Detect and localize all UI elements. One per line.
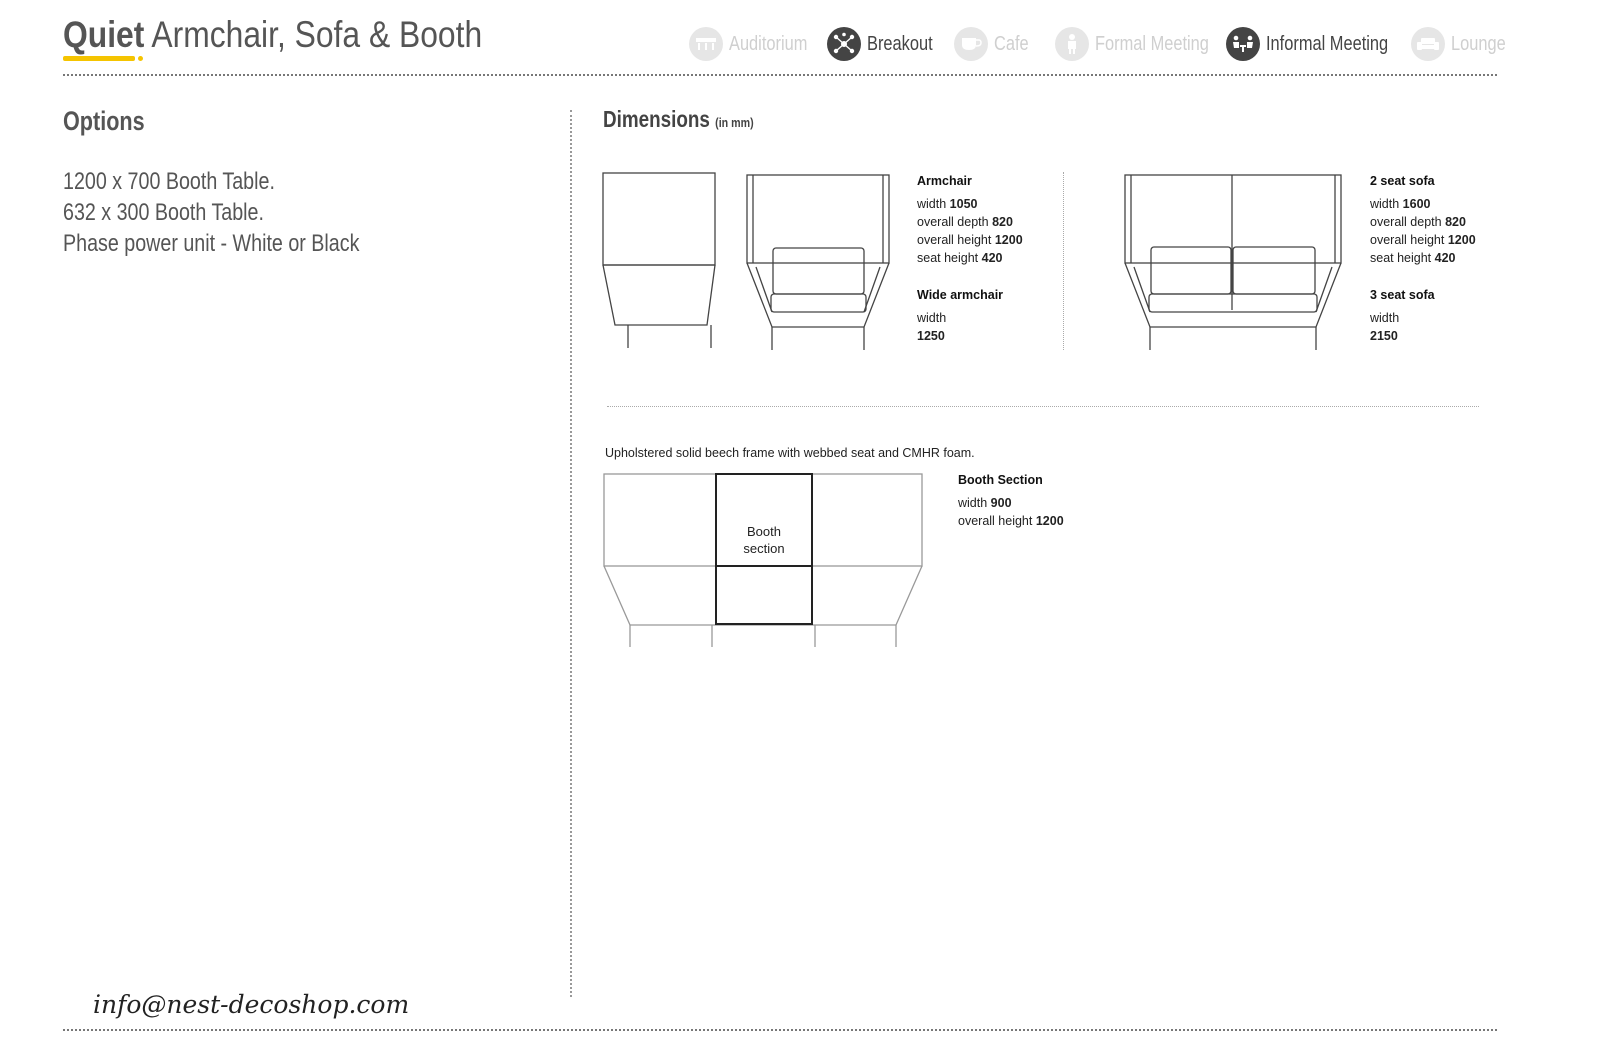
page-title [63, 14, 482, 56]
nav-label: Informal Meeting [1266, 32, 1389, 55]
nav-label: Breakout [867, 32, 933, 55]
nav-label: Formal Meeting [1095, 32, 1209, 55]
dimensions-title: Dimensions [603, 106, 710, 132]
booth-section-label: Booth section [743, 524, 785, 556]
nav-cafe[interactable] [954, 26, 1036, 62]
armchair-side-drawing [600, 170, 720, 355]
auditorium-icon [689, 27, 723, 61]
lounge-icon [1411, 27, 1445, 61]
nav-breakout[interactable] [827, 26, 947, 62]
wide-armchair-width: 1250 [917, 329, 945, 343]
nav-label: Lounge [1451, 32, 1506, 55]
contact-email[interactable]: info@nest-decoshop.com [93, 990, 410, 1019]
booth-height: overall height 1200 [958, 514, 1064, 528]
nav-label: Auditorium [729, 32, 808, 55]
nav-informal-meeting[interactable] [1226, 26, 1415, 62]
booth-drawing [600, 470, 930, 655]
dimensions-unit: (in mm) [715, 115, 754, 130]
sofa2-width: width 1600 [1370, 197, 1431, 211]
nav-auditorium[interactable] [689, 26, 825, 62]
nav-label: Cafe [994, 32, 1029, 55]
title-underline-dot [138, 56, 143, 61]
column-divider [570, 110, 572, 997]
title-rest: Armchair, Sofa & Booth [151, 14, 483, 55]
sofa2-title: 2 seat sofa [1370, 174, 1435, 188]
sofa2-seat-height: seat height 420 [1370, 251, 1456, 265]
sofa3-width: 2150 [1370, 329, 1398, 343]
armchair-front-drawing [744, 172, 894, 357]
section-divider [607, 406, 1479, 407]
sofa2-height: overall height 1200 [1370, 233, 1476, 247]
armchair-height: overall height 1200 [917, 233, 1023, 247]
nav-lounge[interactable] [1411, 26, 1518, 62]
wide-armchair-width-label: width [917, 311, 947, 325]
booth-width: width 900 [958, 496, 1012, 510]
sofa3-width-label: width [1370, 311, 1400, 325]
title-underline [63, 56, 135, 61]
nav-formal-meeting[interactable] [1055, 26, 1234, 62]
sofa-divider [1063, 172, 1064, 350]
booth-title: Booth Section [958, 473, 1043, 487]
footer-divider [63, 1029, 1497, 1031]
materials-note: Upholstered solid beech frame with webbed seat and CMHR foam. [605, 446, 975, 460]
wide-armchair-title: Wide armchair [917, 288, 1004, 302]
header-divider [63, 74, 1497, 76]
armchair-width: width 1050 [917, 197, 978, 211]
sofa3-title: 3 seat sofa [1370, 288, 1435, 302]
sofa2-depth: overall depth 820 [1370, 215, 1466, 229]
armchair-seat-height: seat height 420 [917, 251, 1003, 265]
dimensions-heading [603, 106, 754, 133]
breakout-icon [827, 27, 861, 61]
sofa-front-drawing [1122, 172, 1347, 357]
option-item: 632 x 300 Booth Table. [63, 199, 264, 226]
option-item: Phase power unit - White or Black [63, 230, 360, 257]
title-brand: Quiet [63, 14, 145, 55]
informal-meeting-icon [1226, 27, 1260, 61]
option-item: 1200 x 700 Booth Table. [63, 168, 275, 195]
armchair-title: Armchair [917, 174, 972, 188]
formal-meeting-icon [1055, 27, 1089, 61]
options-heading: Options [63, 106, 145, 136]
cafe-icon [954, 27, 988, 61]
armchair-depth: overall depth 820 [917, 215, 1013, 229]
